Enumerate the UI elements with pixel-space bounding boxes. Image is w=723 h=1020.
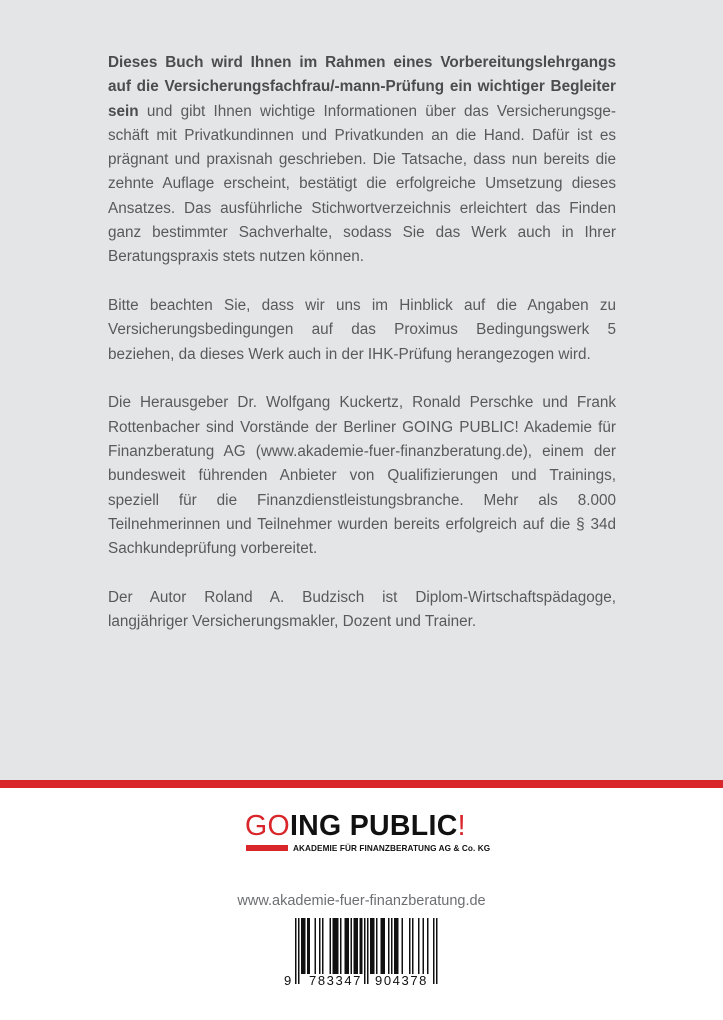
barcode-bar: [372, 918, 374, 974]
going-public-logo: [245, 810, 495, 854]
barcode-bar: [381, 918, 383, 974]
barcode-bar: [346, 918, 348, 974]
barcode-guard-bar: [364, 918, 366, 984]
barcode-bar: [304, 918, 306, 974]
barcode-bar: [388, 918, 390, 974]
barcode-bar: [303, 918, 305, 974]
barcode-bar: [361, 918, 363, 974]
barcode-bar: [427, 918, 429, 974]
barcode-bar: [384, 918, 386, 974]
barcode-bar: [357, 918, 359, 974]
barcode-bar: [391, 918, 393, 974]
barcode-bar: [307, 918, 309, 974]
logo-ing-public: ING PUBLIC: [289, 810, 458, 842]
barcode-guard-bar: [367, 918, 369, 984]
logo-exclamation: !: [457, 810, 466, 842]
paragraph-publishers: Die Herausgeber Dr. Wolfgang Kuckertz, Ronald Perschke und Frank Rottenbacher sind Vorstände der Berliner GOING PUBLIC! Akademie für Finanzberatung AG (www.akademie-fuer-finanzberatung.de), einem der bundesweit führenden Anbieter von Qualifizierungen und Trainings, speziell für die Finanzdienstleistungsbranche. Mehr als 8.000 Teilnehmerinnen und Teilnehmer wurden bereits erfolgreich auf die § 34d Sachkundeprüfung vorbereitet.: [108, 394, 616, 558]
barcode-bar: [423, 918, 425, 974]
barcode-guard-bar: [295, 918, 297, 984]
paragraph-conditions: Bitte beachten Sie, dass wir uns im Hinblick auf die Angaben zu Versicherungsbedingungen auf das Proximus Bedingungswerk 5 beziehen, da dieses Werk auch in der IHK-Prüfung herangezogen wird.: [108, 297, 616, 363]
barcode-bar: [382, 918, 384, 974]
barcode-bar: [376, 918, 378, 974]
barcode-bar: [373, 918, 375, 974]
barcode-bar: [354, 918, 356, 974]
barcode-left-digits: 783347: [309, 973, 362, 988]
barcode-bar: [315, 918, 317, 974]
barcode-bar: [418, 918, 420, 974]
barcode-guard-bar: [436, 918, 438, 984]
barcode-bar: [340, 918, 342, 974]
barcode-bar: [355, 918, 357, 974]
intro-bold-text: Dieses Buch wird Ihnen im Rahmen eines Vorbereitungslehrgangs auf die Versicherungsfachfrau/-mann-Prüfung ein wichtiger Begleiter sein: [108, 54, 616, 120]
barcode-bar: [402, 918, 404, 974]
website-url: www.akademie-fuer-finanzberatung.de: [237, 893, 486, 909]
barcode-bar: [351, 918, 353, 974]
isbn-barcode: [283, 918, 443, 990]
barcode-bar: [319, 918, 321, 974]
barcode-bar: [345, 918, 347, 974]
paragraph-author: Der Autor Roland A. Budzisch ist Diplom-Wirtschaftspädagoge, langjähriger Versicherungsmakler, Dozent und Trainer.: [108, 588, 616, 631]
logo-wordmark: [245, 810, 466, 842]
barcode-guard-bar: [433, 918, 435, 984]
barcode-bar: [394, 918, 396, 974]
barcode-right-digits: 904378: [375, 973, 428, 988]
barcode-bar: [322, 918, 324, 974]
logo-go: GO: [245, 810, 290, 842]
intro-regular-text: und gibt Ihnen wichtige Informationen über das Versicherungsgeschäft mit Privatkundinnen und Privatkunden an die Hand. Dafür ist es prägnant und praxisnah geschrieben. Die Tatsache, dass nun bereits die zehnte Auflage erscheint, bestätigt die erfolgreiche Umsetzung dieses Ansatzes. Das ausführliche Stichwortverzeichnis erleichtert das Finden ganz bestimmter Sachverhalte, sodass Sie das Werk auch in Ihrer Beratungspraxis stets nutzen können.: [108, 102, 616, 266]
barcode-bar: [397, 918, 399, 974]
barcode-lead-digit: 9: [284, 973, 292, 988]
barcode-bar: [412, 918, 414, 974]
barcode-bar: [336, 918, 338, 974]
barcode-bar: [360, 918, 362, 974]
paragraph-intro: [108, 51, 616, 270]
barcode-guard-bar: [298, 918, 300, 984]
barcode-bar: [330, 918, 332, 974]
barcode-bar: [337, 918, 339, 974]
logo-subtitle: AKADEMIE FÜR FINANZBERATUNG AG & Co. KG: [293, 843, 491, 853]
logo-red-bar: [246, 845, 288, 851]
barcode-bar: [301, 918, 303, 974]
barcode-bar: [396, 918, 398, 974]
blurb-text: [108, 51, 616, 659]
barcode-bar: [334, 918, 336, 974]
barcode-bar: [409, 918, 411, 974]
barcode-bar: [348, 918, 350, 974]
barcode-bar: [309, 918, 311, 974]
barcode-bar: [370, 918, 372, 974]
barcode-bar: [333, 918, 335, 974]
red-divider-rule: [0, 780, 723, 788]
